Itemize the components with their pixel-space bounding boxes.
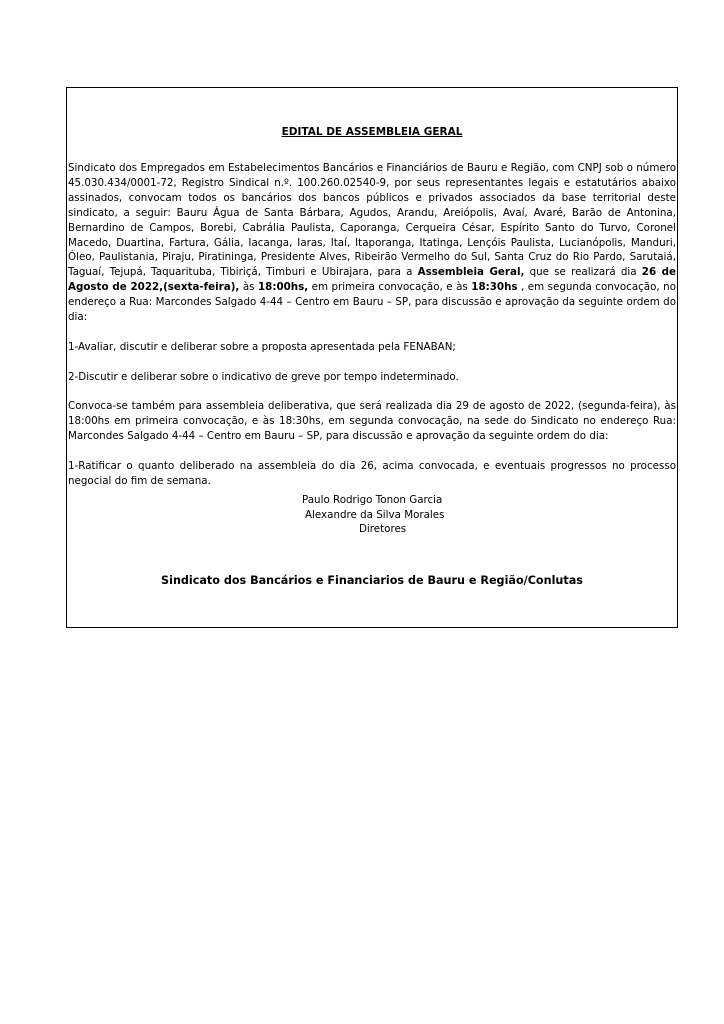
convocation-bold-assembly: Assembleia Geral, [417, 266, 525, 279]
convocation-text-2: que se realizará dia [524, 266, 642, 279]
signatory-name-1: Paulo Rodrigo Tonon Garcia [302, 494, 443, 506]
union-name-footer: Sindicato dos Bancários e Financiarios de Bauru e Região/Conlutas [161, 574, 583, 587]
signature-block [67, 493, 677, 537]
document-frame [66, 87, 678, 628]
convocation-text-4: em primeira convocação, e às [308, 281, 472, 294]
document-body [68, 161, 676, 504]
convocation-text-1: Sindicato dos Empregados em Estabelecimentos Bancários e Financiários de Bauru e Região, com CNPJ sob o número 45.030.434/0001-72, Registro Sindical n.º. 100.260.02540-9, por seus representantes legais e estatutários abaixo assinados, convocam todos os bancários dos bancos públicos e privados associados da base territorial deste sindicato, a seguir: Bauru Água de Santa Bárbara, Agudos, Arandu, Areiópolis, Avaí, Avaré, Barão de Antonina, Bernardino de Campos, Borebi, Cabrália Paulista, Caporanga, Cerqueira César, Espírito Santo do Turvo, Coronel Macedo, Duartina, Fartura, Gália, Iacanga, Iaras, Itaí, Itaporanga, Itatinga, Lençóis Paulista, Lucianópolis, Manduri, Óleo, Paulistania, Piraju, Piratininga, Presidente Alves, Ribeirão Vermelho do Sul, Santa Cruz do Rio Pardo, Sarutaiá, Taguaí, Tejupá, Taquarituba, Tibiriçá, Timburi e Ubirajara, para a [68, 162, 676, 279]
second-convocation-paragraph: Convoca-se também para assembleia deliberativa, que será realizada dia 29 de agosto de 2022, (segunda-feira), às 18:00hs em primeira convocação, e às 18:30hs, em segunda convocação, na sede do Sindicato no endereço Rua: Marcondes Salgado 4-44 – Centro em Bauru – SP, para discussão e aprovação da seguinte ordem do dia: [68, 400, 676, 443]
agenda-item-2: 2-Discutir e deliberar sobre o indicativo de greve por tempo indeterminado. [68, 370, 459, 383]
second-agenda-item-1: 1-Ratificar o quanto deliberado na assembleia do dia 26, acima convocada, e eventuais progressos no processo negocial do fim de semana. [68, 460, 676, 487]
signatory-name-2: Alexandre da Silva Morales [305, 508, 445, 521]
convocation-bold-time-first: 18:00hs, [258, 281, 309, 294]
convocation-text-3: às [239, 281, 258, 294]
convocation-bold-time-second: 18:30hs [471, 281, 518, 294]
convocation-paragraph [68, 161, 676, 325]
convocation-text-5: , em segunda convocação, no endereço a Rua: Marcondes Salgado 4-44 – Centro em Bauru – SP, para discussão e aprovação da seguinte ordem do dia: [68, 281, 677, 324]
document-title: EDITAL DE ASSEMBLEIA GERAL [281, 126, 463, 138]
signatory-role: Diretores [359, 523, 407, 535]
convocation-bold-date: 26 de Agosto de 2022,(sexta-feira), [68, 266, 676, 294]
agenda-item-1: 1-Avaliar, discutir e deliberar sobre a proposta apresentada pela FENABAN; [68, 340, 456, 353]
